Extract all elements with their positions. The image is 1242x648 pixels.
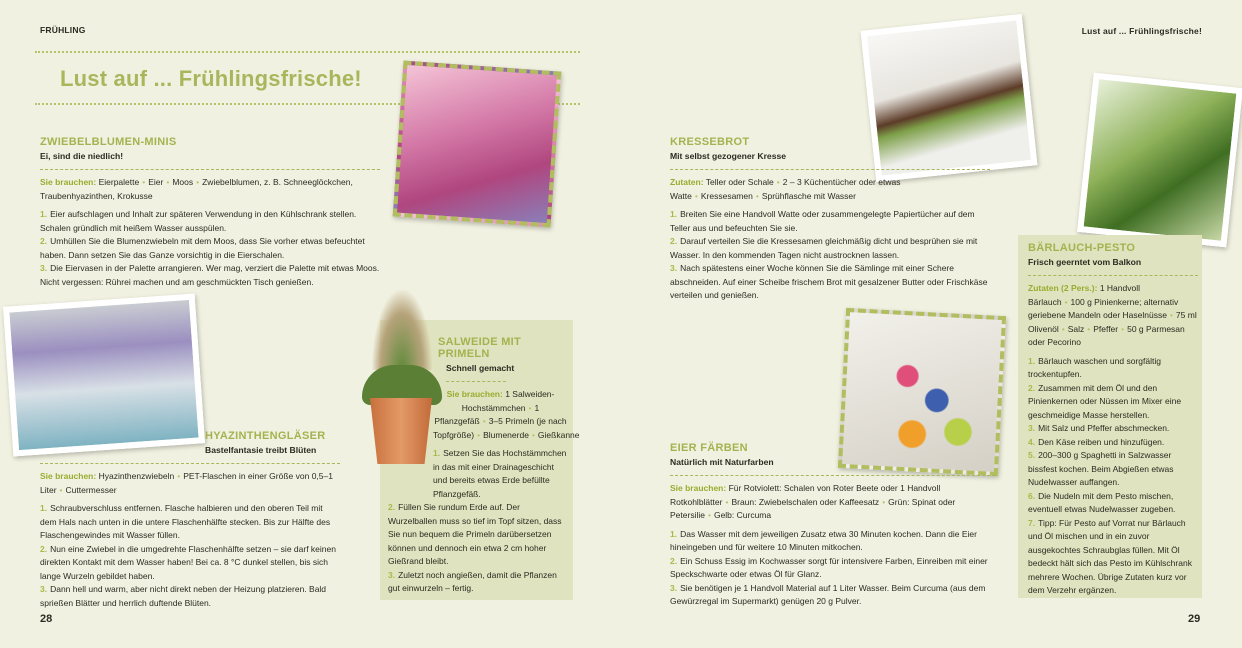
needs-item: Kressesamen xyxy=(700,190,753,201)
step-text: Zusammen mit dem Öl und den Pinienkernen oder Nüssen im Mixer eine geschmeidige Masse herstellen. xyxy=(1028,382,1182,420)
needs-item: Hyazinthenzwiebeln xyxy=(98,471,175,481)
step-text: Zuletzt noch angießen, damit die Pflanzen gut einwurzeln – fertig. xyxy=(388,569,557,593)
step-text: Eier aufschlagen und Inhalt zur späteren Verwendung in den Kühlschrank stellen. Schalen gründlich mit heißem Wasser ausspülen. xyxy=(40,209,357,233)
step-item xyxy=(40,235,380,262)
bullet-icon: • xyxy=(1087,323,1091,334)
step-text: Setzen Sie das Hochstämmchen in das mit einer Drainageschicht und bereits etwas Erde befüllte Pflanzgefäß. xyxy=(433,448,567,499)
bullet-icon: • xyxy=(694,190,698,201)
step-number: 3. xyxy=(670,582,678,593)
step-text: 200–300 g Spaghetti in Salzwasser bissfest kochen. Beim Abgießen etwas Nudelwasser auffangen. xyxy=(1028,450,1174,487)
bullet-icon: • xyxy=(1061,323,1065,334)
step-number: 1. xyxy=(670,528,678,539)
step-item xyxy=(40,543,340,584)
step-text: Ein Schuss Essig im Kochwasser sorgt für intensivere Farben, Einreiben mit einer Speckschwarte oder etwas Öl für Glanz. xyxy=(670,555,988,579)
step-text: Breiten Sie eine Handvoll Watte oder zusammengelegte Papiertücher auf dem Teller aus und befeuchten Sie sie. xyxy=(670,209,975,233)
needs-item: Cuttermesser xyxy=(65,484,117,495)
step-item xyxy=(40,208,380,235)
dashed-divider xyxy=(40,463,340,464)
bullet-icon: • xyxy=(166,177,170,187)
needs-item: Eier xyxy=(148,177,164,187)
egg-flowers-photo xyxy=(393,61,561,228)
step-item xyxy=(670,208,990,235)
step-number: 2. xyxy=(1028,382,1036,393)
needs-item: 100 g Pinienkerne; alternativ geriebene Mandeln oder Haselnüsse xyxy=(1028,296,1179,320)
needs-label: Sie brauchen: xyxy=(446,389,503,399)
running-head-right: Lust auf ... Frühlingsfrische! xyxy=(1081,26,1202,36)
needs-list xyxy=(670,176,990,203)
step-text: Darauf verteilen Sie die Kressesamen gleichmäßig dicht und besprühen sie mit Wasser. In den kommenden Tagen nicht austrocknen lassen. xyxy=(670,236,978,260)
section-header xyxy=(388,336,568,373)
needs-label: Sie brauchen: xyxy=(670,483,727,493)
section-baerlauch-pesto xyxy=(1028,242,1198,598)
needs-item: Salz xyxy=(1067,323,1085,334)
step-item xyxy=(388,447,568,501)
needs-label: Zutaten (2 Pers.): xyxy=(1028,283,1098,293)
section-title: EIER FÄRBEN xyxy=(670,442,748,454)
bullet-icon: • xyxy=(707,510,711,520)
needs-item: 75 ml Olivenöl xyxy=(1028,310,1197,334)
bullet-icon: • xyxy=(776,177,780,187)
step-number: 2. xyxy=(388,502,396,512)
step-number: 1. xyxy=(670,209,678,219)
step-text: Sie benötigen je 1 Handvoll Material auf 1 Liter Wasser. Beim Curcuma (aus dem Gewürzregal im Supermarkt) genügen 20 g Pulver. xyxy=(670,582,986,606)
needs-list xyxy=(1028,282,1198,350)
bullet-icon: • xyxy=(59,484,63,495)
step-text: Dann hell und warm, aber nicht direkt neben der Heizung platzieren. Bald sprießen Blätter und herrlich duftende Blüten. xyxy=(40,584,327,608)
section-subtitle: Ei, sind die niedlich! xyxy=(40,151,124,161)
needs-list xyxy=(670,482,995,523)
step-text: Tipp: Für Pesto auf Vorrat nur Bärlauch und Öl mischen und in ein zuvor ausgekochtes Schraubglas füllen. Mit Öl bedeckt hält sich das Pesto im Kühlschrank mehrere Wochen. Übrige Zutaten kurz vor dem Verzehr ergänzen. xyxy=(1028,517,1192,595)
running-head-left: FRÜHLING xyxy=(40,25,86,35)
section-header xyxy=(1028,242,1198,267)
section-header xyxy=(670,136,990,161)
step-text: Füllen Sie rundum Erde auf. Der Wurzelballen muss so tief im Topf sitzen, dass Sie nun bequem die Primeln darübersetzen können und dennoch ein etwa 2 cm hoher Gießrand bleibt. xyxy=(388,502,562,566)
step-text: Mit Salz und Pfeffer abschmecken. xyxy=(1038,423,1170,433)
step-item xyxy=(670,582,995,609)
step-item xyxy=(670,555,995,582)
needs-label: Sie brauchen: xyxy=(40,471,97,481)
step-number: 2. xyxy=(40,543,48,554)
step-number: 3. xyxy=(40,263,48,273)
step-number: 1. xyxy=(433,448,441,458)
step-item xyxy=(1028,517,1198,598)
divider xyxy=(35,51,580,53)
needs-item: Für Rotviolett: Schalen von Roter Beete oder 1 Handvoll Rotkohlblätter xyxy=(670,483,941,507)
bullet-icon: • xyxy=(142,177,146,187)
bullet-icon: • xyxy=(755,190,759,201)
bullet-icon: • xyxy=(725,496,729,507)
dashed-divider xyxy=(670,475,995,476)
needs-item: Eierpalette xyxy=(98,177,140,187)
needs-list xyxy=(40,176,380,203)
step-text: Bärlauch waschen und sorgfältig trockentupfen. xyxy=(1028,355,1161,379)
bullet-icon: • xyxy=(477,429,481,440)
bullet-icon: • xyxy=(1064,296,1068,307)
bullet-icon: • xyxy=(528,402,532,413)
step-item xyxy=(1028,382,1198,423)
bullet-icon: • xyxy=(482,416,486,426)
step-number: 3. xyxy=(40,584,48,594)
needs-item: 50 g Parmesan oder Pecorino xyxy=(1028,323,1185,347)
step-item xyxy=(40,262,380,289)
step-text: Nun eine Zwiebel in die umgedrehte Flaschenhälfte setzen – sie darf keinen direkten Kontakt mit dem Wasser haben! Bei ca. 8 °C dunkel stellen, bis sich lange Wurzeln gebildet haben. xyxy=(40,543,336,581)
needs-item: Zwiebelblumen, z. B. Schneeglöckchen, Traubenhyazinthen, Krokusse xyxy=(40,177,353,201)
step-item xyxy=(388,501,568,569)
step-text: Den Käse reiben und hinzufügen. xyxy=(1038,436,1165,447)
section-title: HYAZINTHENGLÄSER xyxy=(205,430,326,442)
bullet-icon: • xyxy=(531,429,535,440)
step-item xyxy=(1028,355,1198,382)
step-item xyxy=(40,583,340,610)
needs-item: Blumenerde xyxy=(483,429,529,440)
dashed-divider xyxy=(1028,275,1198,276)
step-number: 5. xyxy=(1028,450,1036,460)
step-item xyxy=(1028,490,1198,517)
step-number: 1. xyxy=(1028,355,1036,366)
step-number: 7. xyxy=(1028,517,1036,528)
page-title: Lust auf ... Frühlingsfrische! xyxy=(60,66,362,91)
needs-list xyxy=(388,388,580,442)
needs-item: 2 – 3 Küchentücher oder etwas Watte xyxy=(670,177,901,201)
wild-garlic-pesto-photo xyxy=(1077,73,1242,248)
dashed-divider xyxy=(670,169,990,170)
step-text: Das Wasser mit dem jeweiligen Zusatz etwa 30 Minuten kochen. Dann die Eier hineingeben und für weitere 10 Minuten mitkochen. xyxy=(670,528,977,552)
needs-label: Zutaten: xyxy=(670,177,704,187)
step-number: 2. xyxy=(670,236,678,246)
step-number: 1. xyxy=(40,503,48,513)
bullet-icon: • xyxy=(1121,323,1125,334)
step-item xyxy=(388,569,568,596)
step-item xyxy=(670,528,995,555)
needs-item: Braun: Zwiebelschalen oder Kaffeesatz xyxy=(731,496,880,507)
step-number: 1. xyxy=(40,209,48,219)
section-salweide xyxy=(388,336,580,596)
step-number: 4. xyxy=(1028,436,1036,447)
section-subtitle: Frisch geerntet vom Balkon xyxy=(1028,257,1142,267)
needs-label: Sie brauchen: xyxy=(40,177,97,187)
step-item xyxy=(670,235,990,262)
section-header xyxy=(670,442,995,467)
step-text: Nach spätestens einer Woche können Sie die Sämlinge mit einer Schere abschneiden. Auf einer Scheibe frischem Brot mit gesalzener Butter oder Frischkäse verteilen und genießen. xyxy=(670,263,988,300)
section-header xyxy=(40,136,380,161)
step-number: 3. xyxy=(388,569,396,580)
bullet-icon: • xyxy=(1169,310,1173,320)
section-title: ZWIEBELBLUMEN-MINIS xyxy=(40,136,177,148)
needs-item: Gelb: Curcuma xyxy=(713,510,772,520)
step-number: 3. xyxy=(1028,423,1036,433)
step-item xyxy=(1028,436,1198,450)
needs-item: Moos xyxy=(172,177,194,187)
section-subtitle: Bastelfantasie treibt Blüten xyxy=(205,445,317,455)
section-title: SALWEIDE MIT PRIMELN xyxy=(438,336,522,360)
step-item xyxy=(40,502,340,543)
step-text: Die Nudeln mit dem Pesto mischen, eventuell etwas Nudelwasser zugeben. xyxy=(1028,490,1176,514)
section-eier-faerben xyxy=(670,442,995,609)
bullet-icon: • xyxy=(196,177,200,187)
section-hyazinthen xyxy=(40,430,340,610)
dashed-divider xyxy=(446,381,506,382)
section-title: KRESSEBROT xyxy=(670,136,750,148)
step-item xyxy=(1028,422,1198,436)
bullet-icon: • xyxy=(177,471,181,481)
needs-item: 1 Salweiden-Hochstämmchen xyxy=(461,389,555,413)
step-item xyxy=(670,262,990,303)
needs-item: Pfeffer xyxy=(1093,323,1119,334)
step-text: Schraubverschluss entfernen. Flasche halbieren und den oberen Teil mit dem Hals nach unten in die untere Flaschenhälfte stecken. Bis zur Hälfte des Flaschengewindes mit Wasser füllen. xyxy=(40,503,331,540)
step-number: 3. xyxy=(670,263,678,273)
step-text: Die Eiervasen in der Palette arrangieren. Wer mag, verziert die Palette mit etwas Moos. Nicht vergessen: Rührei machen und am geschmückten Tisch genießen. xyxy=(40,263,380,287)
needs-item: 3–5 Primeln (je nach Topfgröße) xyxy=(433,416,567,440)
needs-item: Sprühflasche mit Wasser xyxy=(761,190,856,201)
bullet-icon: • xyxy=(882,496,886,507)
needs-item: 1 Pflanzgefäß xyxy=(434,402,540,426)
section-subtitle: Mit selbst gezogener Kresse xyxy=(670,151,787,161)
section-subtitle: Schnell gemacht xyxy=(446,363,515,373)
needs-item: 1 Handvoll Bärlauch xyxy=(1028,283,1140,307)
step-number: 2. xyxy=(40,236,48,246)
section-title: BÄRLAUCH-PESTO xyxy=(1028,242,1136,254)
page-number-left: 28 xyxy=(40,613,53,625)
needs-item: Gießkanne xyxy=(537,429,580,440)
needs-item: PET-Flaschen in einer Größe von 0,5–1 Liter xyxy=(40,471,333,495)
section-zwiebelblumen xyxy=(40,136,380,289)
dashed-divider xyxy=(40,169,380,170)
step-number: 6. xyxy=(1028,490,1036,501)
step-item xyxy=(1028,449,1198,490)
section-kressebrot xyxy=(670,136,990,303)
step-number: 2. xyxy=(670,555,678,566)
needs-list xyxy=(40,470,340,497)
step-text: Umhüllen Sie die Blumenzwiebeln mit dem Moos, dass Sie vorher etwas befeuchtet haben. Dann setzen Sie das Ganze vorsichtig in die Eierschalen. xyxy=(40,236,365,260)
page-number-right: 29 xyxy=(1188,613,1201,625)
section-header xyxy=(40,430,340,455)
needs-item: Teller oder Schale xyxy=(705,177,774,187)
needs-item: Grün: Spinat oder Petersilie xyxy=(670,496,956,520)
section-subtitle: Natürlich mit Naturfarben xyxy=(670,457,774,467)
